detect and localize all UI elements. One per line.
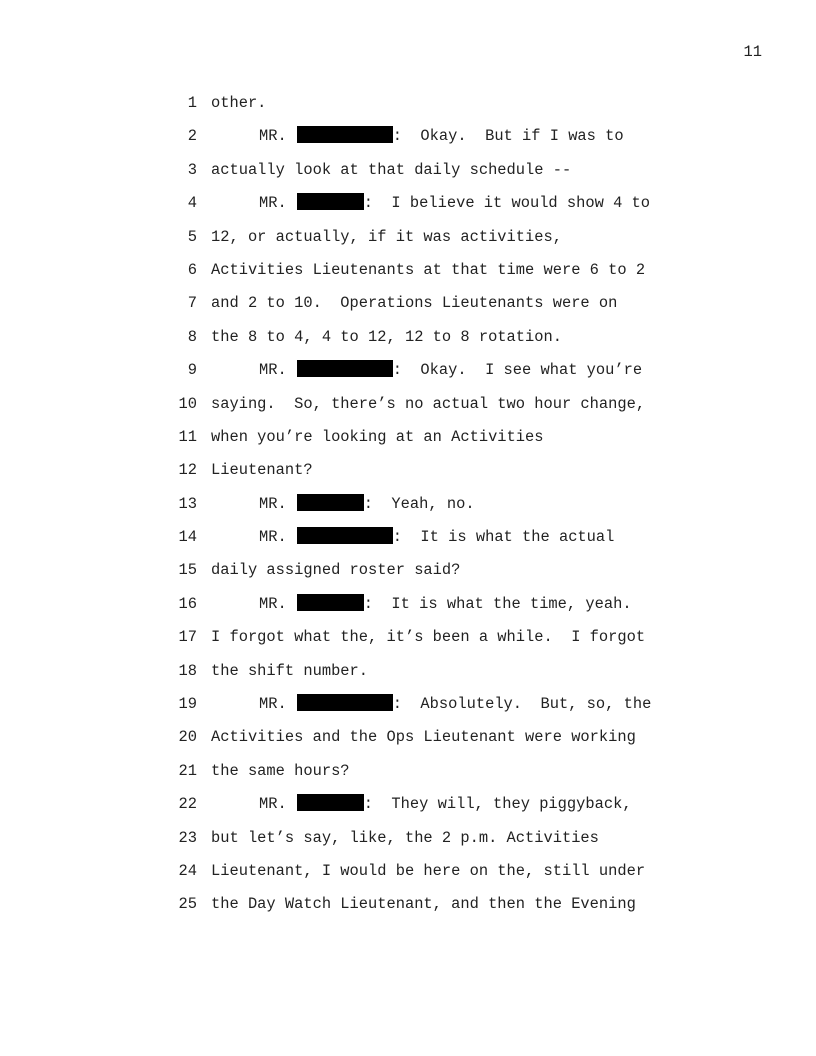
line-text: other. — [211, 94, 267, 112]
line-text: Lieutenant, I would be here on the, still under — [211, 861, 646, 880]
line-number: 16 — [178, 594, 197, 613]
speaker-line — [259, 193, 650, 213]
line-text: I forgot what the, it’s been a while. I forgot — [211, 628, 646, 647]
line-number: 15 — [178, 561, 197, 580]
line-number: 23 — [178, 828, 197, 847]
transcript-line — [0, 727, 816, 760]
redaction-box — [297, 494, 364, 511]
redaction-box — [297, 527, 393, 544]
speaker-label: MR. — [259, 695, 287, 714]
line-number: 1 — [187, 94, 197, 112]
speaker-statement: : Okay. I see what you’re — [392, 361, 643, 380]
line-number: 13 — [178, 494, 197, 513]
line-number: 3 — [187, 160, 197, 179]
line-number: 9 — [187, 361, 197, 380]
line-text: saying. So, there’s no actual two hour change, — [211, 394, 646, 413]
speaker-line — [259, 694, 651, 714]
line-text: but let’s say, like, the 2 p.m. Activities — [211, 828, 599, 847]
line-text: the Day Watch Lieutenant, and then the Evening — [211, 895, 636, 914]
speaker-label: MR. — [259, 127, 287, 146]
line-number: 24 — [178, 861, 197, 880]
transcript-line — [0, 761, 816, 794]
line-text: Lieutenant? — [211, 461, 313, 480]
speaker-label: MR. — [259, 194, 287, 213]
redaction-box — [297, 794, 364, 811]
redaction-box — [297, 126, 393, 143]
transcript-line — [0, 93, 816, 126]
line-text: the same hours? — [211, 761, 350, 780]
line-number: 21 — [178, 761, 197, 780]
speaker-statement: : They will, they piggyback, — [363, 795, 632, 814]
speaker-statement: : Okay. But if I was to — [392, 127, 624, 146]
transcript-line — [0, 394, 816, 427]
line-number: 11 — [178, 427, 197, 446]
redaction-box — [297, 193, 364, 210]
line-number: 10 — [178, 394, 197, 413]
transcript-line — [0, 360, 816, 393]
transcript-line — [0, 327, 816, 360]
line-number: 2 — [187, 127, 197, 146]
line-text: the 8 to 4, 4 to 12, 12 to 8 rotation. — [211, 327, 562, 346]
line-number: 6 — [187, 260, 197, 279]
line-number: 12 — [178, 461, 197, 480]
line-text: when you’re looking at an Activities — [211, 427, 544, 446]
transcript-line — [0, 260, 816, 293]
line-number: 5 — [187, 227, 197, 246]
speaker-statement: : Yeah, no. — [363, 494, 475, 513]
speaker-statement: : I believe it would show 4 to — [363, 194, 651, 213]
redaction-box — [297, 694, 393, 711]
speaker-line — [259, 527, 614, 547]
speaker-label: MR. — [259, 594, 287, 613]
transcript-line — [0, 527, 816, 560]
transcript-line — [0, 193, 816, 226]
line-number: 20 — [178, 728, 197, 747]
line-text: actually look at that daily schedule -- — [211, 160, 572, 179]
speaker-line — [259, 494, 475, 514]
speaker-label: MR. — [259, 361, 287, 380]
line-number: 8 — [187, 327, 197, 346]
transcript-line — [0, 694, 816, 727]
transcript-line — [0, 794, 816, 827]
transcript-line — [0, 427, 816, 460]
transcript-line — [0, 661, 816, 694]
line-number: 25 — [178, 895, 197, 914]
speaker-line — [259, 126, 624, 146]
line-number: 18 — [178, 661, 197, 680]
line-text: daily assigned roster said? — [211, 561, 461, 580]
transcript-lines — [0, 93, 816, 928]
transcript-line — [0, 828, 816, 861]
transcript-line — [0, 160, 816, 193]
line-text: Activities Lieutenants at that time were 6 to 2 — [211, 260, 646, 279]
transcript-line — [0, 861, 816, 894]
redaction-box — [297, 360, 393, 377]
speaker-line — [259, 794, 632, 814]
speaker-line — [259, 594, 632, 614]
speaker-line — [259, 360, 642, 380]
speaker-label: MR. — [259, 494, 287, 513]
speaker-statement: : It is what the time, yeah. — [363, 594, 632, 613]
page-number: 11 — [743, 43, 762, 61]
line-number: 14 — [178, 528, 197, 547]
transcript-line — [0, 460, 816, 493]
speaker-statement: : It is what the actual — [392, 528, 615, 547]
line-number: 7 — [187, 294, 197, 313]
speaker-label: MR. — [259, 528, 287, 547]
line-number: 19 — [178, 695, 197, 714]
transcript-line — [0, 126, 816, 159]
transcript-line — [0, 494, 816, 527]
transcript-line — [0, 894, 816, 927]
transcript-line — [0, 627, 816, 660]
redaction-box — [297, 594, 364, 611]
speaker-label: MR. — [259, 795, 287, 814]
line-text: Activities and the Ops Lieutenant were working — [211, 728, 636, 747]
line-number: 4 — [187, 194, 197, 213]
transcript-line — [0, 293, 816, 326]
line-number: 22 — [178, 795, 197, 814]
line-text: the shift number. — [211, 661, 369, 680]
transcript-line — [0, 227, 816, 260]
line-text: and 2 to 10. Operations Lieutenants were on — [211, 294, 618, 313]
transcript-line — [0, 560, 816, 593]
speaker-statement: : Absolutely. But, so, the — [392, 695, 652, 714]
line-number: 17 — [178, 628, 197, 647]
transcript-line — [0, 594, 816, 627]
line-text: 12, or actually, if it was activities, — [211, 227, 562, 246]
